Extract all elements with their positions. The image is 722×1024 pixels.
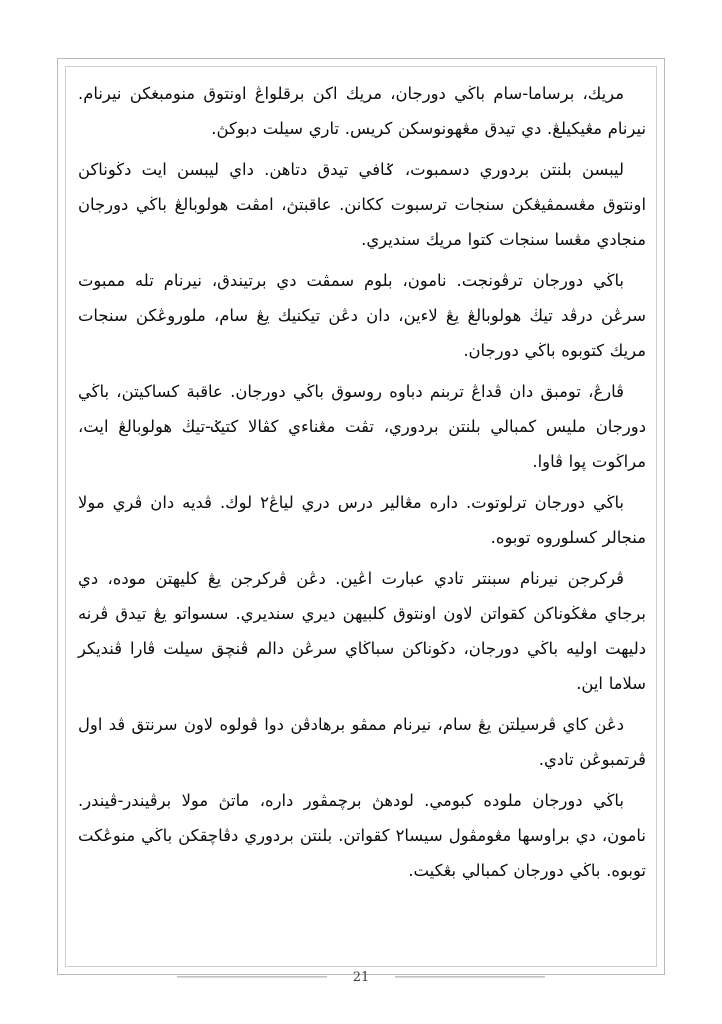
paragraph-1: مريك، برساما-سام باڬي دورجان، مريك اكن برقلواڠ اونتوق منومبغكن نيرنام. نيرنام مڠيكيلڠ. دي تيدق مڠهونوسكن كريس. تاري سيلت دبوكڽ.: [78, 84, 646, 138]
paragraph-6: ڤرکرجن نيرنام سبنتر تادي عبارت اڠين. دڠن ڤرکرجن يڠ كليهتن موده، دي برجاي مڠڬوناكن كقواتن لاون اونتوق كلبيهن ديري سنديري. سسواتو يڠ تيدق ڤرنه دليهت اوليه باڬي دورجان، دڬوناكن سباڬاي سرڠن دالم ڤنچق سيلت ڤارا ڤنديكر سلاما اين.: [78, 569, 646, 693]
paragraph-2: ليبسن بلنتن بردوري دسمبوت، ݢافي تيدق دتاهن. داي ليبسن ايت دڬوناكن اونتوق مڠسمڤيڠكن سنجات ترسبوت ككانن. عاقبتڽ، امڤت هولوبالڠ باڬي دورجان منجادي مڠسا سنجات كتوا مريك سنديري.: [78, 160, 646, 249]
paragraph-8: باڬي دورجان ملوده كبومي. لودهڽ برچمڤور داره، ماتڽ مولا برڤيندر-ڤيندر. نامون، دي براوسها مڠومڤول سيسا٢ كقواتن. بلنتن بردوري دڤاچقكن باڬي منوڠكت توبوه. باڬي دورجان كمبالي بڠكيت.: [78, 791, 646, 880]
paragraph-3: باڬي دورجان ترڤونجت. نامون، بلوم سمڤت دي برتيندق، نيرنام تله ممبوت سرڠن درڤد تيڬ هولوبالڠ يڠ لاءين، دان دڠن تيكنيك يڠ سام، ملوروڠكن سنجات مريك كتوبوه باڬي دورجان.: [78, 271, 646, 360]
page-footer: [0, 962, 722, 992]
document-text-body: [78, 76, 646, 936]
paragraph-5: باڬي دورجان ترلوتوت. داره مڠالير درس دري لياڠ٢ لوك. ڤديه دان ڤري مولا منجالر كسلوروه توبوه.: [78, 493, 646, 547]
footer-rule-right: [395, 976, 545, 978]
paragraph-4: ڤارڠ، تومبق دان ڤداڠ تربنم دباوه روسوق باڬي دورجان. عاقبة كساكيتن، باڬي دورجان مليس كمبالي بلنتن بردوري، تڤت مڠناءي كڤالا كتيݢ-تيڬ هولوبالڠ ايت، مراڬوت ڽوا ڤاوا.: [78, 382, 646, 471]
footer-rule-left: [177, 976, 327, 978]
paragraph-7: دڠن كاي ڤرسيلتن يڠ سام، نيرنام ممڤو برهادڤن دوا ڤولوه لاون سرنتق ڤد اول ڤرتمبوڠن تادي.: [78, 715, 646, 769]
page-number: 21: [352, 969, 370, 985]
